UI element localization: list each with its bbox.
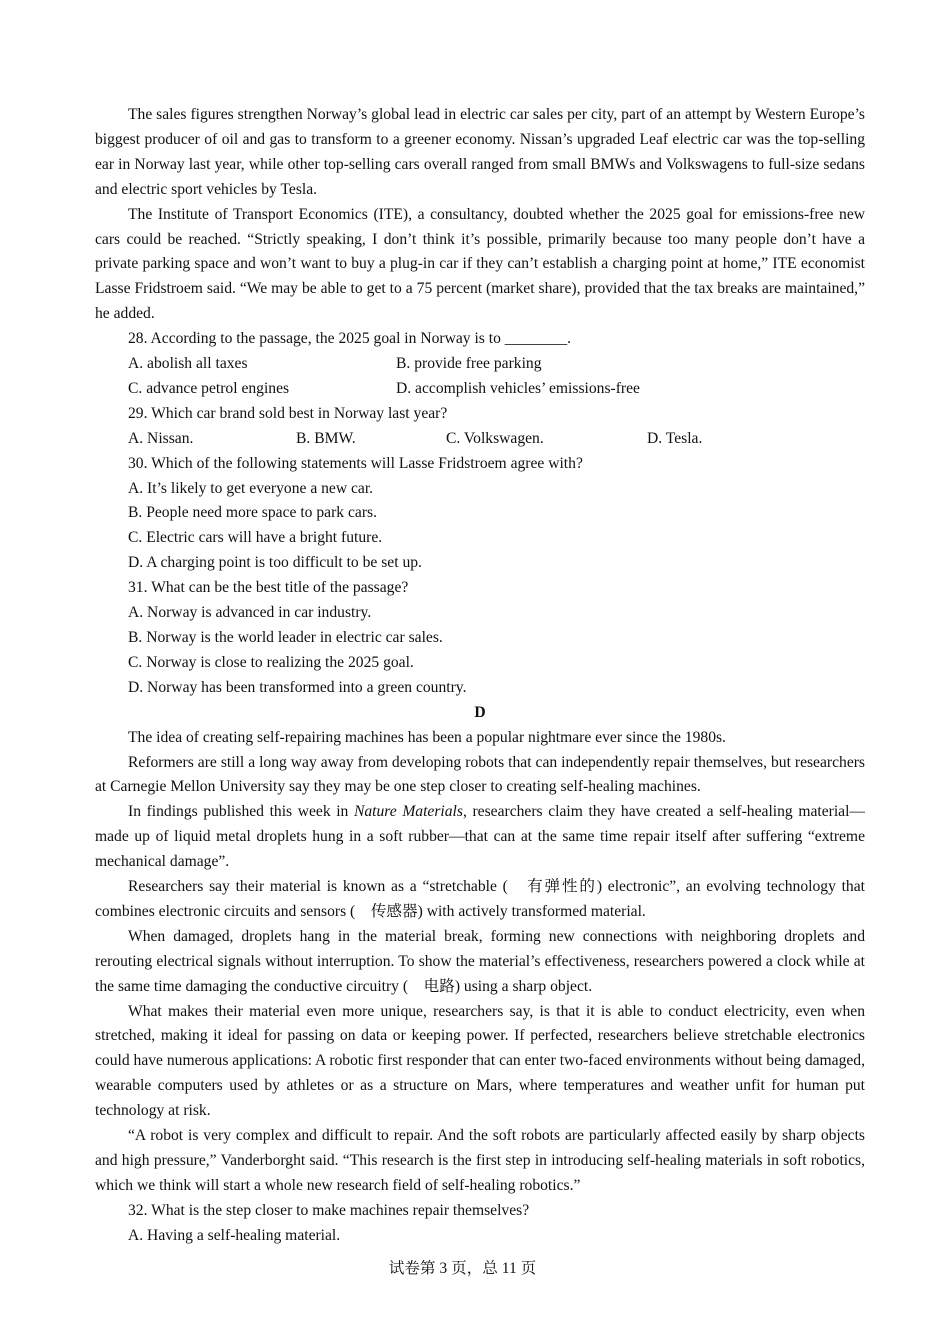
passage-d-paragraph-7: “A robot is very complex and difficult to repair. And the soft robots are particularly affected easily by sharp objects and high pressure,” Vanderborght said. “This research is the first step in introducing self-healing materials in soft robotics, which we think will start a whole new research field of self-healing robotics.” (95, 1127, 865, 1194)
question-30-option-b: B. People need more space to park cars. (128, 504, 377, 522)
question-32-option-a: A. Having a self-healing material. (128, 1226, 341, 1244)
passage-c-paragraph-2: The Institute of Transport Economics (ITE), a consultancy, doubted whether the 2025 goal for emissions-free new cars could be reached. “Strictly speaking, I don’t think it’s possible, primarily because too many people don’t have a private parking space and won’t want to buy a plug-in car if they can’t establish a charging point at home,” ITE economist Lasse Fridstroem said. “We may be able to get to a 75 percent (market share), provided that the tax breaks are maintained,” he added. (95, 205, 865, 323)
passage-d-paragraph-6: What makes their material even more unique, researchers say, is that it is able to conduct electricity, even when stretched, making it ideal for passing on data or keeping power. If perfected, researchers believe stretchable electronics could have numerous applications: A robotic first responder that can enter two-faced environments without being damaged, wearable computers used by athletes or as a structure on Mars, where temperatures and weather unfit for human put technology at risk. (95, 1002, 865, 1120)
question-28-option-d: D. accomplish vehicles’ emissions-free (396, 379, 640, 397)
question-29-option-d: D. Tesla. (647, 429, 703, 447)
question-32 (95, 1199, 865, 1249)
question-29-options-row (95, 427, 865, 452)
question-32-stem: 32. What is the step closer to make machines repair themselves? (128, 1201, 530, 1219)
question-30 (95, 452, 865, 577)
question-29-stem: 29. Which car brand sold best in Norway last year? (128, 404, 448, 422)
question-31-stem: 31. What can be the best title of the passage? (128, 579, 409, 597)
question-28-options-row-2 (95, 377, 865, 402)
question-31-option-a: A. Norway is advanced in car industry. (128, 604, 372, 622)
passage-d-paragraph-5: When damaged, droplets hang in the material break, forming new connections with neighboring droplets and rerouting electrical signals without interruption. To show the material’s effectiveness, researchers powered a clock while at the same time damaging the conductive circuitry ( 电路) using a sharp object. (95, 927, 865, 995)
question-29 (95, 402, 865, 452)
question-29-option-c: C. Volkswagen. (446, 429, 544, 447)
journal-name: Nature Materials (353, 803, 463, 821)
passage-d-heading: D (474, 703, 486, 721)
passage-d-paragraph-3 (95, 800, 865, 875)
question-29-option-b: B. BMW. (296, 429, 356, 447)
question-28-option-c: C. advance petrol engines (128, 379, 290, 397)
question-29-option-a: A. Nissan. (128, 429, 194, 447)
question-28-options-row-1 (95, 352, 865, 377)
question-31-option-d: D. Norway has been transformed into a green country. (128, 678, 467, 696)
passage-c-paragraph-1: The sales figures strengthen Norway’s global lead in electric car sales per city, part of an attempt by Western Europe’s biggest producer of oil and gas to transform to a greener economy. Nissan’s upgraded Leaf electric car was the top-selling ear in Norway last year, while other top-selling cars overall ranged from small BMWs and Volkswagens to full-size sedans and electric sport vehicles by Tesla. (95, 106, 865, 198)
question-31-option-c: C. Norway is close to realizing the 2025 goal. (128, 653, 414, 671)
question-28-stem: 28. According to the passage, the 2025 goal in Norway is to ________. (128, 330, 572, 348)
page-footer: 试卷第 3 页，总 11 页 (388, 1260, 537, 1277)
question-28 (95, 327, 865, 402)
question-31-option-b: B. Norway is the world leader in electric car sales. (128, 628, 443, 646)
question-30-option-c: C. Electric cars will have a bright future. (128, 529, 383, 547)
question-30-option-d: D. A charging point is too difficult to be set up. (128, 554, 422, 572)
passage-d-paragraph-3-after: , researchers claim they have created a self-healing material—made up of liquid metal droplets hung in a soft rubber—that can at the same time repair itself after suffering “extreme mechanical damage”. (95, 803, 865, 871)
question-30-option-a: A. It’s likely to get everyone a new car. (128, 479, 374, 497)
exam-page (95, 103, 865, 1249)
question-28-option-a: A. abolish all taxes (128, 355, 248, 373)
question-31 (95, 576, 865, 701)
passage-d-paragraph-2: Reformers are still a long way away from developing robots that can independently repair themselves, but researchers at Carnegie Mellon University say they may be one step closer to creating self-healing machines. (95, 753, 865, 796)
passage-d-paragraph-3-before: In findings published this week in (128, 803, 354, 821)
passage-d-paragraph-4: Researchers say their material is known as a “stretchable ( 有弹性的) electronic”, an evolving technology that combines electronic circuits and sensors ( 传感器) with actively transformed material. (95, 878, 865, 920)
question-30-stem: 30. Which of the following statements will Lasse Fridstroem agree with? (128, 454, 583, 472)
question-28-option-b: B. provide free parking (396, 355, 542, 373)
passage-d-paragraph-1: The idea of creating self-repairing machines has been a popular nightmare ever since the 1980s. (128, 728, 726, 746)
